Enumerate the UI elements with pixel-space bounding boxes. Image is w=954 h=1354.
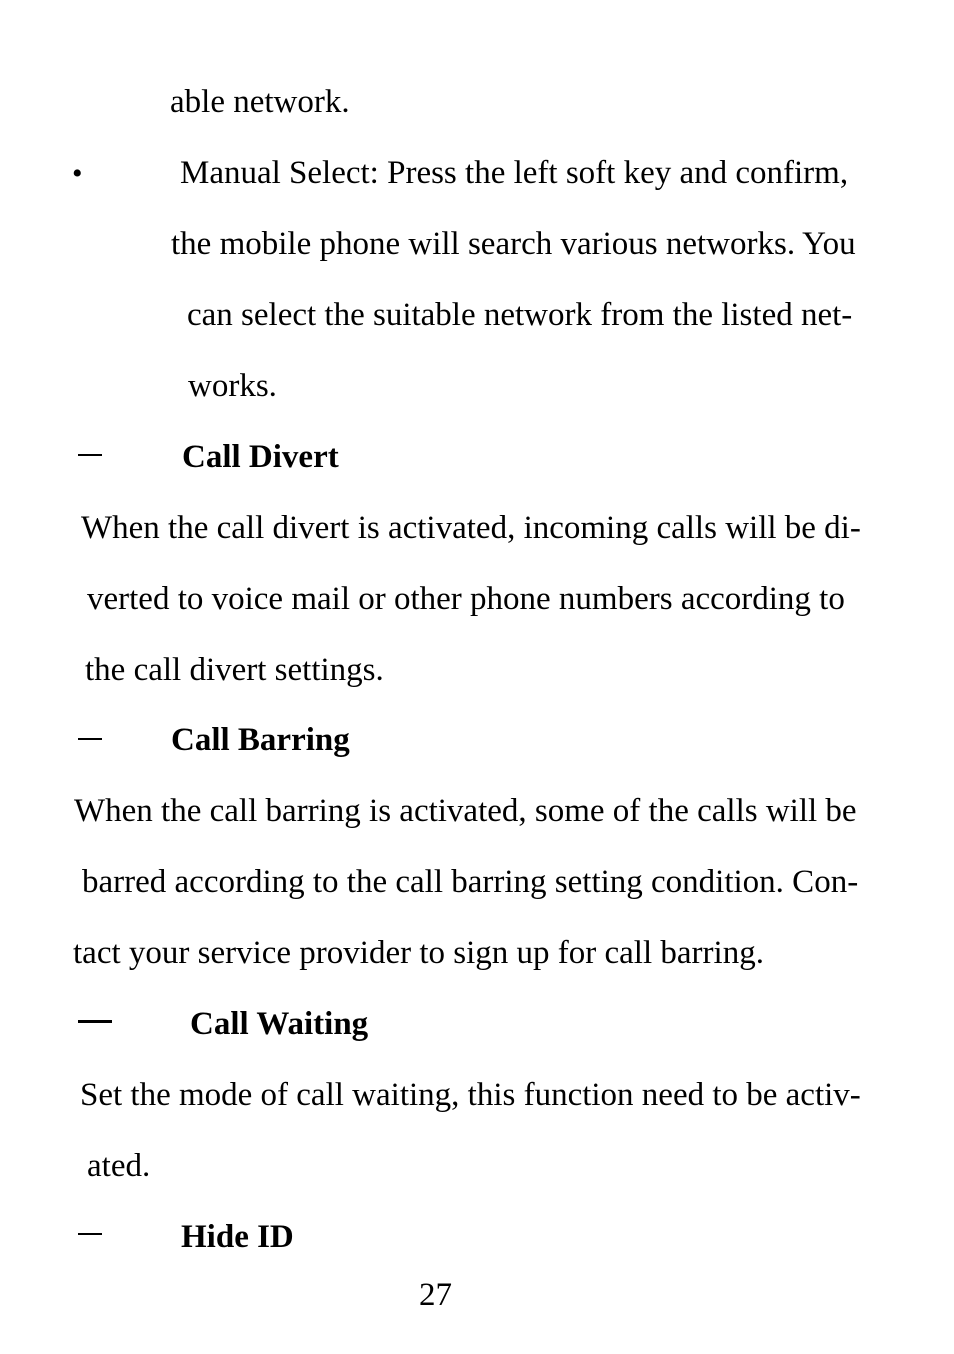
call-barring-heading: Call Barring xyxy=(171,722,350,758)
call-divert-heading: Call Divert xyxy=(182,439,339,475)
manual-select-line-1: Manual Select: Press the left soft key and confirm, xyxy=(180,155,849,191)
call-divert-line-1: When the call divert is activated, incoming calls will be di- xyxy=(81,510,861,546)
hide-id-heading: Hide ID xyxy=(181,1219,294,1255)
call-waiting-line-1: Set the mode of call waiting, this function need to be activ- xyxy=(80,1077,861,1113)
manual-select-line-4: works. xyxy=(188,368,277,404)
hide-id-dash xyxy=(78,1233,102,1235)
page-number: 27 xyxy=(419,1277,452,1313)
call-waiting-line-2: ated. xyxy=(87,1148,151,1184)
call-divert-line-3: the call divert settings. xyxy=(85,652,384,688)
call-barring-line-1: When the call barring is activated, some of the calls will be xyxy=(74,793,857,829)
call-divert-line-2: verted to voice mail or other phone numbers according to xyxy=(87,581,845,617)
call-barring-dash xyxy=(78,738,102,740)
call-divert-dash xyxy=(78,454,102,456)
bullet-marker: • xyxy=(72,157,83,190)
manual-select-line-2: the mobile phone will search various networks. You xyxy=(171,226,856,262)
network-continued-line: able network. xyxy=(170,84,350,120)
manual-select-line-3: can select the suitable network from the listed net- xyxy=(187,297,853,333)
call-barring-line-3: tact your service provider to sign up for call barring. xyxy=(73,935,764,971)
call-waiting-heading: Call Waiting xyxy=(190,1006,369,1042)
call-waiting-dash xyxy=(78,1020,112,1023)
call-barring-line-2: barred according to the call barring setting condition. Con- xyxy=(82,864,859,900)
